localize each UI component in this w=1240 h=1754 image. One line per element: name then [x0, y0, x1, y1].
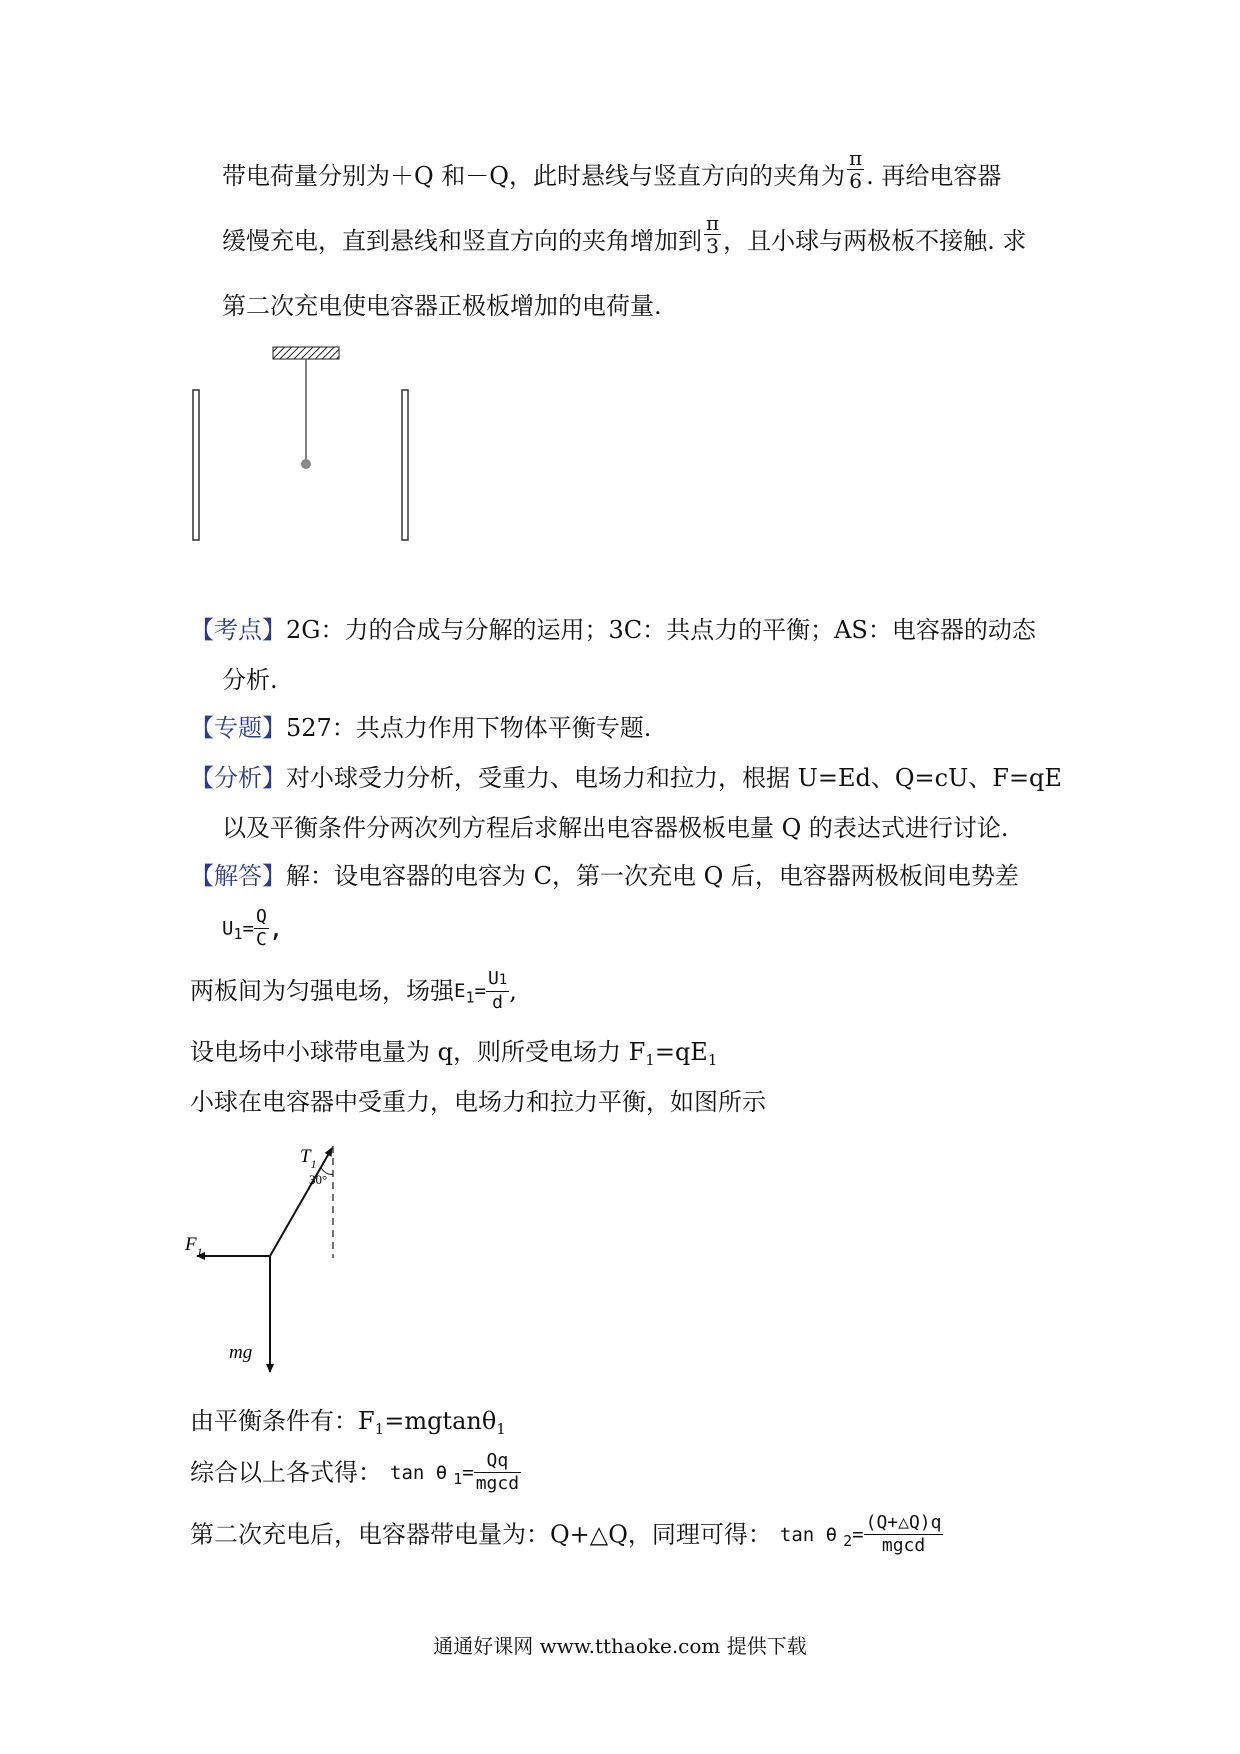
- electric-force-label-sub: 1: [196, 1245, 203, 1259]
- equilibrium-line: [190, 1405, 506, 1445]
- e-eq: =: [474, 980, 486, 1002]
- equilibrium-mid: =mgtanθ: [384, 1407, 497, 1435]
- angle2-fraction: [704, 212, 721, 257]
- tan2-denominator: mgcd: [881, 1535, 926, 1556]
- zhuanti-text: 527：共点力作用下物体平衡专题.: [286, 714, 652, 742]
- force-sub-2: 1: [707, 1051, 718, 1069]
- kaodian-line-2: 分析.: [222, 666, 278, 694]
- equilibrium-pre: 由平衡条件有：F: [190, 1407, 375, 1435]
- problem-line1-post: . 再给电容器: [866, 162, 1002, 190]
- tan2-fraction: [864, 1512, 944, 1557]
- u1-lhs: U: [222, 917, 234, 940]
- gravity-label: mg: [229, 1342, 253, 1363]
- angle2-numerator: π: [706, 211, 720, 235]
- tan1-numerator: Qq: [474, 1450, 521, 1473]
- balance-line: 小球在电容器中受重力，电场力和拉力平衡，如图所示: [190, 1088, 766, 1116]
- e-numerator: [486, 968, 509, 992]
- jieda-text-1: 解：设电容器的电容为 C，第一次充电 Q 后，电容器两极板间电势差: [286, 862, 1019, 890]
- combine-line: [190, 1450, 521, 1495]
- charged-ball: [301, 459, 311, 469]
- e-field-text: 两板间为匀强电场，场强: [190, 977, 454, 1005]
- e-tail: ,: [509, 977, 517, 1005]
- left-capacitor-plate: [193, 390, 199, 540]
- combine-text: 综合以上各式得：: [190, 1458, 382, 1487]
- second-charge-line: [190, 1512, 943, 1557]
- tan1-lhs: tan θ: [390, 1461, 448, 1484]
- e-num-main: U: [487, 968, 499, 989]
- tension-label-main: T: [300, 1146, 311, 1167]
- angle2-denominator: 3: [706, 234, 719, 258]
- tan1-fraction: [474, 1450, 521, 1495]
- fenxi-text-1: 对小球受力分析，受重力、电场力和拉力，根据 U=Ed、Q=cU、F=qE: [286, 764, 1062, 792]
- tan2-eq: =: [852, 1523, 864, 1546]
- jieda-line-1: [190, 860, 1019, 892]
- tan1-sub: 1: [453, 1470, 463, 1488]
- problem-line-3: 第二次充电使电容器正极板增加的电荷量.: [222, 292, 662, 320]
- kaodian-text-1: 2G：力的合成与分解的运用；3C：共点力的平衡；AS：电容器的动态: [286, 616, 1036, 644]
- problem-line-1: [222, 146, 1002, 193]
- zhuanti-label: 【专题】: [190, 714, 286, 742]
- force-text: 设电场中小球带电量为 q，则所受电场力 F: [190, 1038, 646, 1066]
- fenxi-line-1: [190, 762, 1062, 794]
- problem-line2-post: ，且小球与两极板不接触. 求: [723, 227, 1027, 255]
- capacitor-pendulum-figure: [185, 340, 425, 540]
- jieda-label: 【解答】: [190, 862, 286, 890]
- u1-denominator: C: [255, 929, 267, 950]
- force-line: [190, 1036, 717, 1076]
- e-num-sub: 1: [498, 972, 508, 988]
- problem-line2-pre: 缓慢充电，直到悬线和竖直方向的夹角增加到: [222, 227, 702, 255]
- angle1-numerator: π: [848, 146, 863, 170]
- force-sub: 1: [645, 1051, 655, 1069]
- second-text: 第二次充电后，电容器带电量为：Q+△Q，同理可得：: [190, 1520, 772, 1549]
- tan1-eq: =: [462, 1461, 474, 1484]
- force-diagram: [185, 1140, 365, 1380]
- force-mid: =qE: [654, 1038, 708, 1066]
- angle1-denominator: 6: [849, 169, 862, 193]
- tension-label: [300, 1146, 317, 1171]
- ceiling-support: [273, 347, 339, 359]
- u1-sub: 1: [233, 925, 243, 943]
- equilibrium-sub: 1: [374, 1420, 385, 1438]
- u1-numerator: Q: [255, 906, 267, 927]
- electric-force-label-main: F: [185, 1234, 197, 1255]
- angle-label: 30°: [309, 1172, 328, 1187]
- fenxi-label: 【分析】: [190, 764, 286, 792]
- fenxi-line-2: 以及平衡条件分两次列方程后求解出电容器极板电量 Q 的表达式进行讨论.: [222, 814, 1009, 842]
- u1-formula: [222, 906, 283, 951]
- e-denominator: d: [492, 992, 503, 1013]
- equilibrium-sub-2: 1: [496, 1420, 506, 1438]
- problem-line-2: [222, 211, 1027, 258]
- u1-tail: ,: [268, 914, 284, 943]
- kaodian-label: 【考点】: [190, 616, 286, 644]
- angle1-fraction: [847, 147, 864, 192]
- e-lhs: E: [454, 980, 466, 1002]
- e-sub: 1: [465, 988, 475, 1007]
- tan2-numerator: (Q+△Q)q: [865, 1512, 942, 1533]
- e-fraction: [486, 968, 509, 1014]
- kaodian-line-1: [190, 614, 1036, 646]
- problem-line1-pre: 带电荷量分别为＋Q 和－Q，此时悬线与竖直方向的夹角为: [222, 162, 845, 190]
- right-capacitor-plate: [402, 390, 408, 540]
- tension-label-sub: 1: [310, 1157, 317, 1171]
- page-footer: 通通好课网 www.tthaoke.com 提供下载: [433, 1634, 807, 1658]
- electric-force-label: [184, 1234, 203, 1259]
- u1-fraction: [254, 906, 269, 951]
- tan2-sub: 2: [843, 1532, 853, 1550]
- tan2-lhs: tan θ: [779, 1523, 838, 1546]
- e-field-line: [190, 968, 517, 1014]
- tan1-denominator: mgcd: [475, 1473, 520, 1494]
- zhuanti-line: [190, 712, 651, 744]
- u1-eq: =: [242, 917, 254, 940]
